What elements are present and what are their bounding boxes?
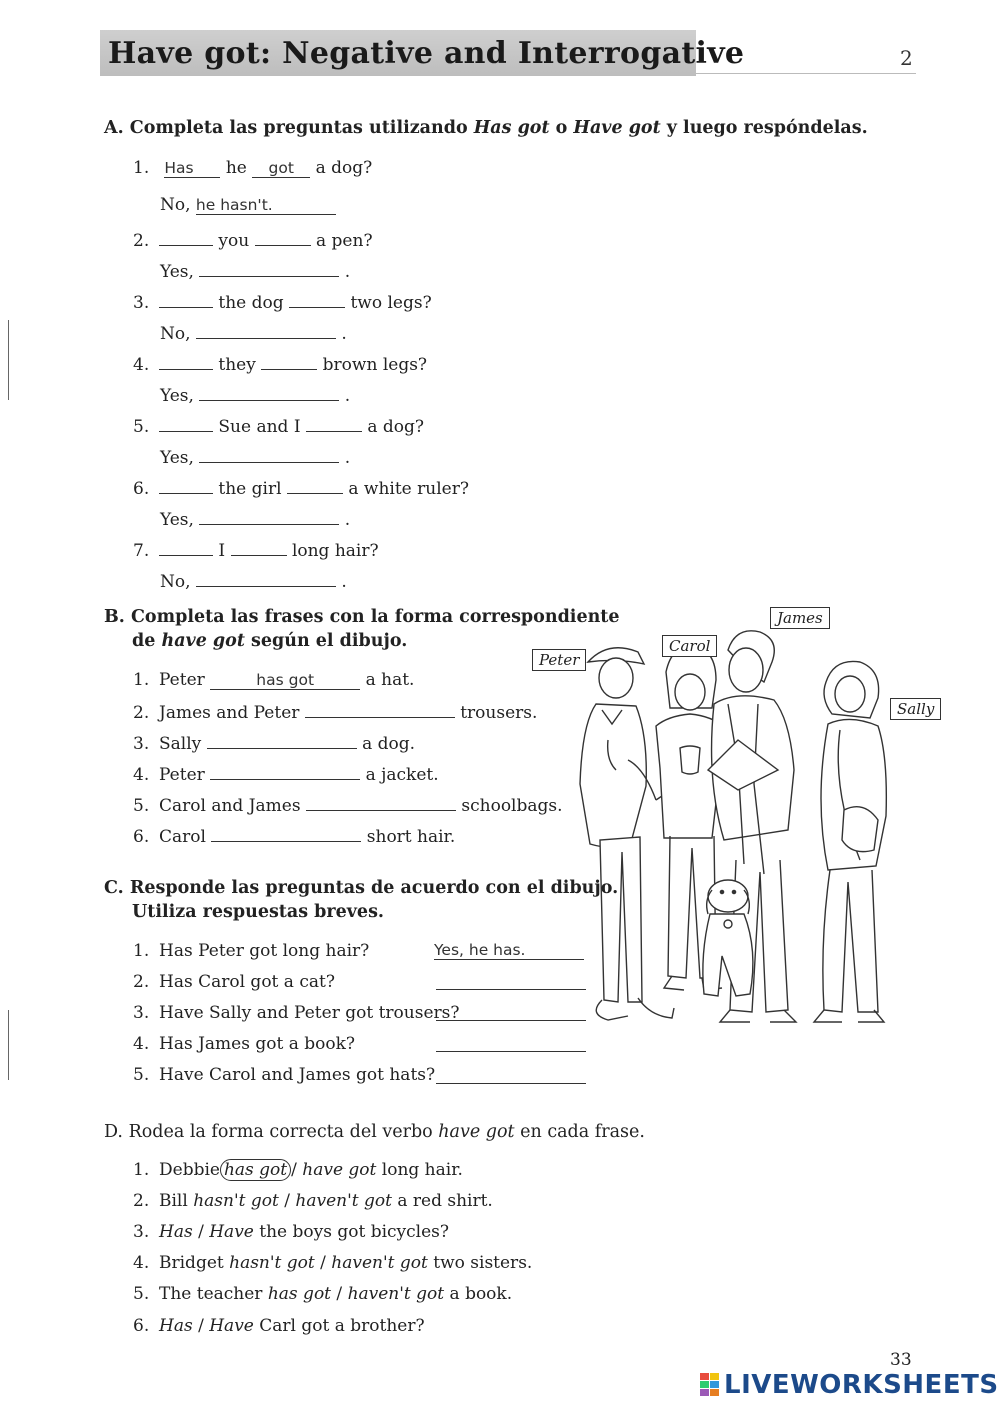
option[interactable]: haven't got bbox=[347, 1284, 445, 1304]
blank-input[interactable] bbox=[255, 228, 311, 246]
blank-input[interactable] bbox=[210, 762, 360, 780]
section-a-response-4: Yes, . bbox=[160, 383, 350, 407]
option[interactable]: hasn't got bbox=[229, 1253, 315, 1273]
option[interactable]: hasn't got bbox=[193, 1191, 279, 1211]
option[interactable]: Have bbox=[209, 1222, 254, 1242]
unit-number: 2 bbox=[900, 46, 913, 70]
section-a-response-7: No, . bbox=[160, 569, 347, 593]
section-b-heading: B. Completa las frases con la forma correspondiente de have got según el dibujo. bbox=[104, 607, 620, 651]
section-a-item-5: 5. Sue and I a dog? bbox=[133, 414, 424, 438]
option[interactable]: Have bbox=[209, 1316, 254, 1336]
margin-mark bbox=[8, 320, 9, 400]
section-d-heading: D. Rodea la forma correcta del verbo have got en cada frase. bbox=[104, 1122, 645, 1142]
blank-input[interactable] bbox=[199, 259, 339, 277]
blank-input[interactable] bbox=[199, 383, 339, 401]
blank-input[interactable] bbox=[436, 1034, 586, 1052]
blank-input[interactable] bbox=[199, 445, 339, 463]
option[interactable]: Has bbox=[159, 1222, 193, 1242]
section-d-item-3: 3. Has / Have the boys got bicycles? bbox=[133, 1222, 450, 1242]
blank-input[interactable] bbox=[159, 538, 213, 556]
name-tag-carol: Carol bbox=[662, 635, 717, 657]
section-d-item-2: 2. Bill hasn't got / haven't got a red shirt. bbox=[133, 1191, 493, 1211]
section-d-item-4: 4. Bridget hasn't got / haven't got two sisters. bbox=[133, 1253, 533, 1273]
section-a-item-2: 2. you a pen? bbox=[133, 228, 373, 252]
answer-c1[interactable]: Yes, he has. bbox=[434, 941, 584, 960]
page-title: Have got: Negative and Interrogative bbox=[108, 36, 745, 71]
section-a-item-4: 4. they brown legs? bbox=[133, 352, 427, 376]
section-c-question-3: 3. Have Sally and Peter got trousers? bbox=[133, 1003, 460, 1023]
blank-input[interactable] bbox=[159, 290, 213, 308]
section-c-question-4: 4. Has James got a book? bbox=[133, 1034, 356, 1054]
section-c-answer-1 bbox=[434, 940, 584, 960]
section-b-item-3: 3. Sally a dog. bbox=[133, 731, 415, 755]
name-tag-peter: Peter bbox=[532, 649, 586, 671]
section-b-item-6: 6. Carol short hair. bbox=[133, 824, 455, 848]
dog-figure bbox=[703, 880, 753, 996]
blank-input[interactable] bbox=[436, 972, 586, 990]
section-a-response-6: Yes, . bbox=[160, 507, 350, 531]
option[interactable]: Has bbox=[159, 1316, 193, 1336]
title-rule bbox=[696, 73, 916, 74]
blank-input[interactable] bbox=[231, 538, 287, 556]
section-a-response-3: No, . bbox=[160, 321, 347, 345]
sally-figure bbox=[814, 661, 886, 1022]
answer-a1-response[interactable]: he hasn't. bbox=[196, 196, 336, 215]
name-tag-sally: Sally bbox=[890, 698, 941, 720]
blank-input[interactable] bbox=[211, 824, 361, 842]
liveworksheets-brand[interactable]: LIVEWORKSHEETS bbox=[724, 1370, 999, 1400]
section-b-item-2: 2. James and Peter trousers. bbox=[133, 700, 537, 724]
answer-a1-got[interactable]: got bbox=[252, 159, 310, 178]
blank-input[interactable] bbox=[305, 700, 455, 718]
section-b-item-5: 5. Carol and James schoolbags. bbox=[133, 793, 563, 817]
option[interactable]: haven't got bbox=[331, 1253, 428, 1273]
blank-input[interactable] bbox=[287, 476, 343, 494]
section-a-item-3: 3. the dog two legs? bbox=[133, 290, 432, 314]
section-a-item-6: 6. the girl a white ruler? bbox=[133, 476, 469, 500]
blank-input[interactable] bbox=[199, 507, 339, 525]
section-c-heading: C. Responde las preguntas de acuerdo con el dibujo. Utiliza respuestas breves. bbox=[104, 878, 619, 922]
blank-input[interactable] bbox=[159, 476, 213, 494]
section-d-item-5: 5. The teacher has got / haven't got a book. bbox=[133, 1284, 513, 1304]
margin-mark bbox=[8, 1010, 9, 1080]
section-b-item-4: 4. Peter a jacket. bbox=[133, 762, 439, 786]
blank-input[interactable] bbox=[159, 352, 213, 370]
section-c-question-2: 2. Has Carol got a cat? bbox=[133, 972, 335, 992]
blank-input[interactable] bbox=[436, 1066, 586, 1084]
option[interactable]: haven't got bbox=[295, 1191, 392, 1211]
blank-input[interactable] bbox=[306, 793, 456, 811]
section-c-question-5: 5. Have Carol and James got hats? bbox=[133, 1065, 436, 1085]
blank-input[interactable] bbox=[196, 569, 336, 587]
page-number: 33 bbox=[890, 1350, 912, 1370]
answer-a1-verb[interactable]: Has bbox=[164, 159, 220, 178]
name-tag-james: James bbox=[770, 607, 830, 629]
liveworksheets-logo-icon bbox=[700, 1373, 720, 1397]
section-a-response-5: Yes, . bbox=[160, 445, 350, 469]
blank-input[interactable] bbox=[196, 321, 336, 339]
blank-input[interactable] bbox=[306, 414, 362, 432]
section-b-item-1: 1. Peter has got a hat. bbox=[133, 670, 415, 690]
option-circled[interactable]: has got bbox=[220, 1159, 291, 1181]
option[interactable]: have got bbox=[302, 1160, 377, 1180]
section-a-response-1: No, he hasn't. bbox=[160, 194, 336, 216]
blank-input[interactable] bbox=[436, 1003, 586, 1021]
friends-illustration bbox=[578, 600, 933, 1040]
section-d-item-6: 6. Has / Have Carl got a brother? bbox=[133, 1316, 425, 1336]
answer-b1[interactable]: has got bbox=[210, 671, 360, 690]
section-a-response-2: Yes, . bbox=[160, 259, 350, 283]
section-a-item-1: 1. Has he got a dog? bbox=[133, 158, 373, 178]
option[interactable]: has got bbox=[267, 1284, 332, 1304]
section-d-item-1: 1. Debbie has got / have got long hair. bbox=[133, 1160, 463, 1180]
section-a-heading: A. Completa las preguntas utilizando Has got o Have got y luego respóndelas. bbox=[104, 118, 868, 138]
blank-input[interactable] bbox=[159, 228, 213, 246]
blank-input[interactable] bbox=[159, 414, 213, 432]
blank-input[interactable] bbox=[261, 352, 317, 370]
section-a-item-7: 7. I long hair? bbox=[133, 538, 379, 562]
blank-input[interactable] bbox=[207, 731, 357, 749]
section-c-question-1: 1. Has Peter got long hair? bbox=[133, 941, 370, 961]
blank-input[interactable] bbox=[289, 290, 345, 308]
